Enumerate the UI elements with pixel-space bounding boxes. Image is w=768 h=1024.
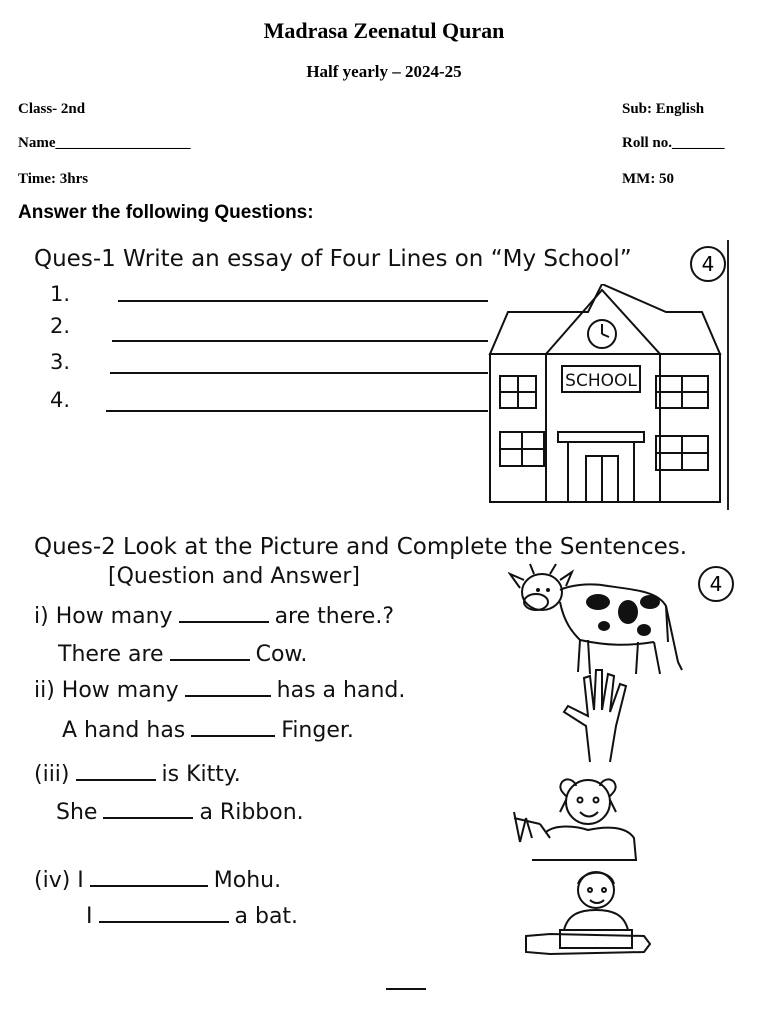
time-label: Time: 3hrs bbox=[18, 171, 89, 187]
sentence-prefix: I bbox=[86, 904, 93, 929]
sentence-suffix: is Kitty. bbox=[161, 762, 241, 787]
sentence-row bbox=[56, 800, 304, 825]
sentence-suffix: Cow. bbox=[255, 642, 308, 667]
sentence-suffix: Mohu. bbox=[213, 868, 282, 893]
sentence-prefix: (iv) I bbox=[34, 868, 84, 893]
hand-picture bbox=[560, 666, 638, 766]
question-1-marks: 4 bbox=[690, 246, 726, 282]
school-building-picture bbox=[488, 284, 724, 506]
sentence-row bbox=[34, 604, 394, 629]
page-border bbox=[727, 240, 729, 510]
sentence-prefix: She bbox=[56, 800, 98, 825]
sentence-prefix: i) How many bbox=[34, 604, 173, 629]
answer-blank bbox=[179, 620, 269, 623]
question-1-title: Ques-1 Write an essay of Four Lines on “My School” bbox=[34, 246, 632, 272]
subject-label: Sub: English bbox=[622, 101, 705, 117]
class-label: Class- 2nd bbox=[18, 101, 86, 117]
marks-label: MM: 50 bbox=[622, 171, 675, 187]
sentence-row bbox=[58, 642, 307, 667]
sentence-row bbox=[86, 904, 298, 929]
essay-line bbox=[112, 340, 488, 342]
answer-blank bbox=[170, 658, 250, 661]
bottom-mark bbox=[386, 988, 426, 990]
school-title: Madrasa Zeenatul Quran bbox=[263, 18, 505, 43]
essay-line-number: 1. bbox=[50, 282, 71, 306]
essay-line bbox=[106, 410, 488, 412]
sentence-prefix: A hand has bbox=[62, 718, 186, 743]
school-sign-label: SCHOOL bbox=[565, 371, 637, 391]
exam-title: Half yearly – 2024-25 bbox=[306, 62, 462, 81]
sentence-row bbox=[34, 868, 281, 893]
essay-line-number: 2. bbox=[50, 314, 71, 338]
answer-blank bbox=[99, 920, 229, 923]
name-label: Name__________________ bbox=[18, 135, 191, 151]
essay-line bbox=[118, 300, 488, 302]
question-2-subtitle: [Question and Answer] bbox=[108, 564, 360, 589]
boy-with-bat-picture bbox=[524, 868, 654, 960]
sentence-prefix: (iii) bbox=[34, 762, 70, 787]
sentence-row bbox=[34, 678, 405, 703]
sentence-suffix: Finger. bbox=[281, 718, 354, 743]
essay-line-number: 4. bbox=[50, 388, 71, 412]
girl-kitty-picture bbox=[506, 772, 638, 862]
question-2-marks: 4 bbox=[698, 566, 734, 602]
sentence-row bbox=[34, 762, 241, 787]
answer-blank bbox=[185, 694, 271, 697]
instruction-heading: Answer the following Questions: bbox=[18, 202, 314, 223]
answer-blank bbox=[76, 778, 156, 781]
question-2-title: Ques-2 Look at the Picture and Complete the Sentences. bbox=[34, 534, 688, 560]
answer-blank bbox=[90, 884, 208, 887]
sentence-suffix: a Ribbon. bbox=[199, 800, 304, 825]
sentence-suffix: has a hand. bbox=[276, 678, 406, 703]
answer-blank bbox=[191, 734, 275, 737]
essay-line bbox=[110, 372, 488, 374]
sentence-row bbox=[62, 718, 354, 743]
sentence-prefix: ii) How many bbox=[34, 678, 179, 703]
essay-line-number: 3. bbox=[50, 350, 71, 374]
sentence-suffix: a bat. bbox=[234, 904, 299, 929]
cow-picture bbox=[508, 562, 686, 680]
sentence-prefix: There are bbox=[58, 642, 164, 667]
answer-blank bbox=[103, 816, 193, 819]
sentence-suffix: are there.? bbox=[274, 604, 395, 629]
roll-label: Roll no._______ bbox=[622, 135, 725, 151]
